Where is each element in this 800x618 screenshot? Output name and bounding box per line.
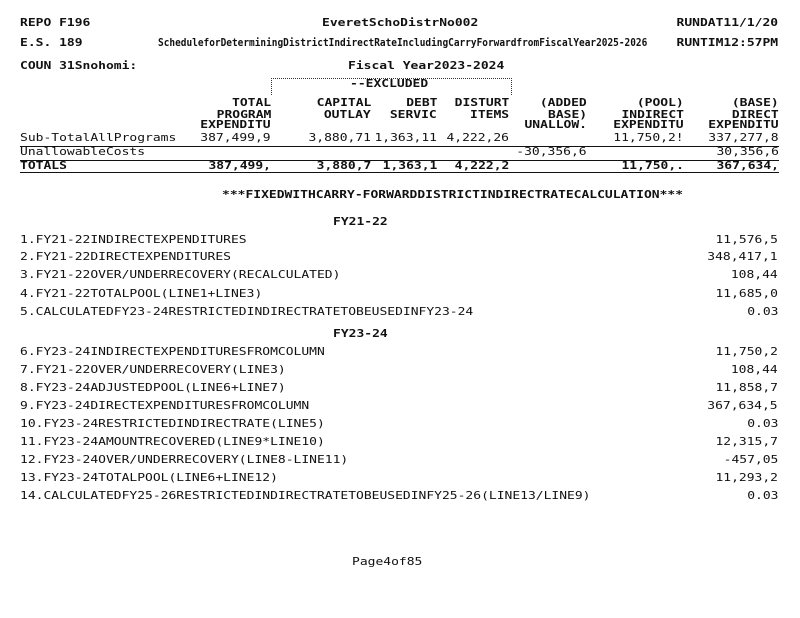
table-cell: 337,277,8: [708, 131, 779, 144]
calc-line-value: 12,315,7: [715, 435, 778, 448]
table-cell: 3,880,7: [316, 159, 371, 172]
page-number: Page4of85: [352, 555, 423, 568]
calc-line-value: 0.03: [746, 305, 778, 318]
column-header-line: PROGRAM: [216, 108, 271, 121]
calc-line-label: 12.FY23-24OVER/UNDERRECOVERY(LINE8-LINE11): [20, 453, 349, 466]
county: COUN 31Snohomi:: [20, 59, 138, 72]
column-header-line: UNALLOW.: [524, 118, 587, 131]
report-title: ScheduleforDeterminingDistrictIndirectRateIncludingCarryForwardfromFiscalYear2025-2026: [158, 37, 648, 49]
column-header-line: SERVIC: [390, 108, 437, 121]
section-title: FY23-24: [333, 327, 388, 340]
calc-line-label: 10.FY23-24RESTRICTEDINDIRECTRATE(LINE5): [20, 417, 325, 430]
calc-line-label: 11.FY23-24AMOUNTRECOVERED(LINE9*LINE10): [20, 435, 325, 448]
calc-line-value: 0.03: [746, 417, 778, 430]
table-cell: 30,356,6: [716, 145, 779, 158]
table-cell: 11,750,.: [621, 159, 684, 172]
calc-line-value: 108,44: [731, 268, 778, 281]
table-cell: 387,499,9: [200, 131, 271, 144]
calc-line-value: -457,05: [723, 453, 778, 466]
column-header-line: DIRECT: [732, 108, 779, 121]
table-cell: -30,356,6: [516, 145, 587, 158]
report-id: REPO F196: [20, 16, 91, 29]
fiscal-year: Fiscal Year2023-2024: [348, 59, 505, 72]
column-header-line: INDIRECT: [621, 108, 684, 121]
divider-top: [20, 146, 779, 147]
column-header-line: BASE): [547, 108, 587, 121]
calc-line-value: 367,634,5: [707, 399, 778, 412]
calc-line-value: 11,858,7: [715, 381, 778, 394]
calc-title: ***FIXEDWITHCARRY-FORWARDDISTRICTINDIRECTRATECALCULATION***: [222, 188, 684, 201]
excluded-label: --EXCLUDED: [350, 77, 429, 90]
column-header-line: CAPITAL: [316, 96, 371, 109]
calc-line-label: 7.FY21-22OVER/UNDERRECOVERY(LINE3): [20, 363, 286, 376]
column-header-line: (ADDED: [540, 96, 587, 109]
calc-line-value: 11,293,2: [715, 471, 778, 484]
calc-line-value: 348,417,1: [707, 250, 778, 263]
column-header-line: OUTLAY: [324, 108, 371, 121]
es-number: E.S. 189: [20, 36, 83, 49]
calc-line-label: 3.FY21-22OVER/UNDERRECOVERY(RECALCULATED): [20, 268, 341, 281]
table-cell: 11,750,2!: [613, 131, 684, 144]
calc-line-label: 4.FY21-22TOTALPOOL(LINE1+LINE3): [20, 287, 263, 300]
table-cell: 4,222,26: [446, 131, 509, 144]
calc-line-value: 0.03: [746, 489, 778, 502]
column-header-line: EXPENDITU: [613, 118, 684, 131]
calc-line-value: 11,576,5: [715, 233, 778, 246]
calc-line-label: 14.CALCULATEDFY25-26RESTRICTEDINDIRECTRATETOBEUSEDINFY25-26(LINE13/LINE9): [20, 489, 591, 502]
calc-line-label: 8.FY23-24ADJUSTEDPOOL(LINE6+LINE7): [20, 381, 286, 394]
table-cell: 1,363,1: [382, 159, 437, 172]
calc-line-label: 1.FY21-22INDIRECTEXPENDITURES: [20, 233, 247, 246]
divider-bottom: [20, 172, 779, 173]
section-title: FY21-22: [333, 215, 388, 228]
table-row-label: UnallowableCosts: [20, 145, 146, 158]
district-name: EveretSchoDistrNo002: [322, 16, 479, 29]
table-row-label: Sub-TotalAllPrograms: [20, 131, 177, 144]
calc-line-label: 5.CALCULATEDFY23-24RESTRICTEDINDIRECTRATETOBEUSEDINFY23-24: [20, 305, 474, 318]
column-header-line: EXPENDITU: [200, 118, 271, 131]
table-cell: 1,363,11: [374, 131, 437, 144]
calc-line-label: 6.FY23-24INDIRECTEXPENDITURESFROMCOLUMN: [20, 345, 325, 358]
column-header-line: DISTURT: [454, 96, 509, 109]
calc-line-label: 9.FY23-24DIRECTEXPENDITURESFROMCOLUMN: [20, 399, 310, 412]
calc-line-label: 13.FY23-24TOTALPOOL(LINE6+LINE12): [20, 471, 278, 484]
column-header-line: DEBT: [405, 96, 437, 109]
run-date: RUNDAT11/1/20: [676, 16, 778, 29]
calc-line-value: 11,750,2: [715, 345, 778, 358]
table-row-label: TOTALS: [20, 159, 67, 172]
column-header-line: (BASE): [732, 96, 779, 109]
run-time: RUNTIM12:57PM: [676, 36, 778, 49]
calc-line-label: 2.FY21-22DIRECTEXPENDITURES: [20, 250, 231, 263]
table-cell: 4,222,2: [454, 159, 509, 172]
divider-mid: [20, 160, 779, 161]
calc-line-value: 108,44: [731, 363, 778, 376]
column-header-line: TOTAL: [231, 96, 271, 109]
table-cell: 3,880,71: [308, 131, 371, 144]
table-cell: 387,499,: [208, 159, 271, 172]
column-header-line: ITEMS: [469, 108, 509, 121]
column-header-line: (POOL): [637, 96, 684, 109]
calc-line-value: 11,685,0: [715, 287, 778, 300]
table-cell: 367,634,: [716, 159, 779, 172]
column-header-line: EXPENDITU: [708, 118, 779, 131]
